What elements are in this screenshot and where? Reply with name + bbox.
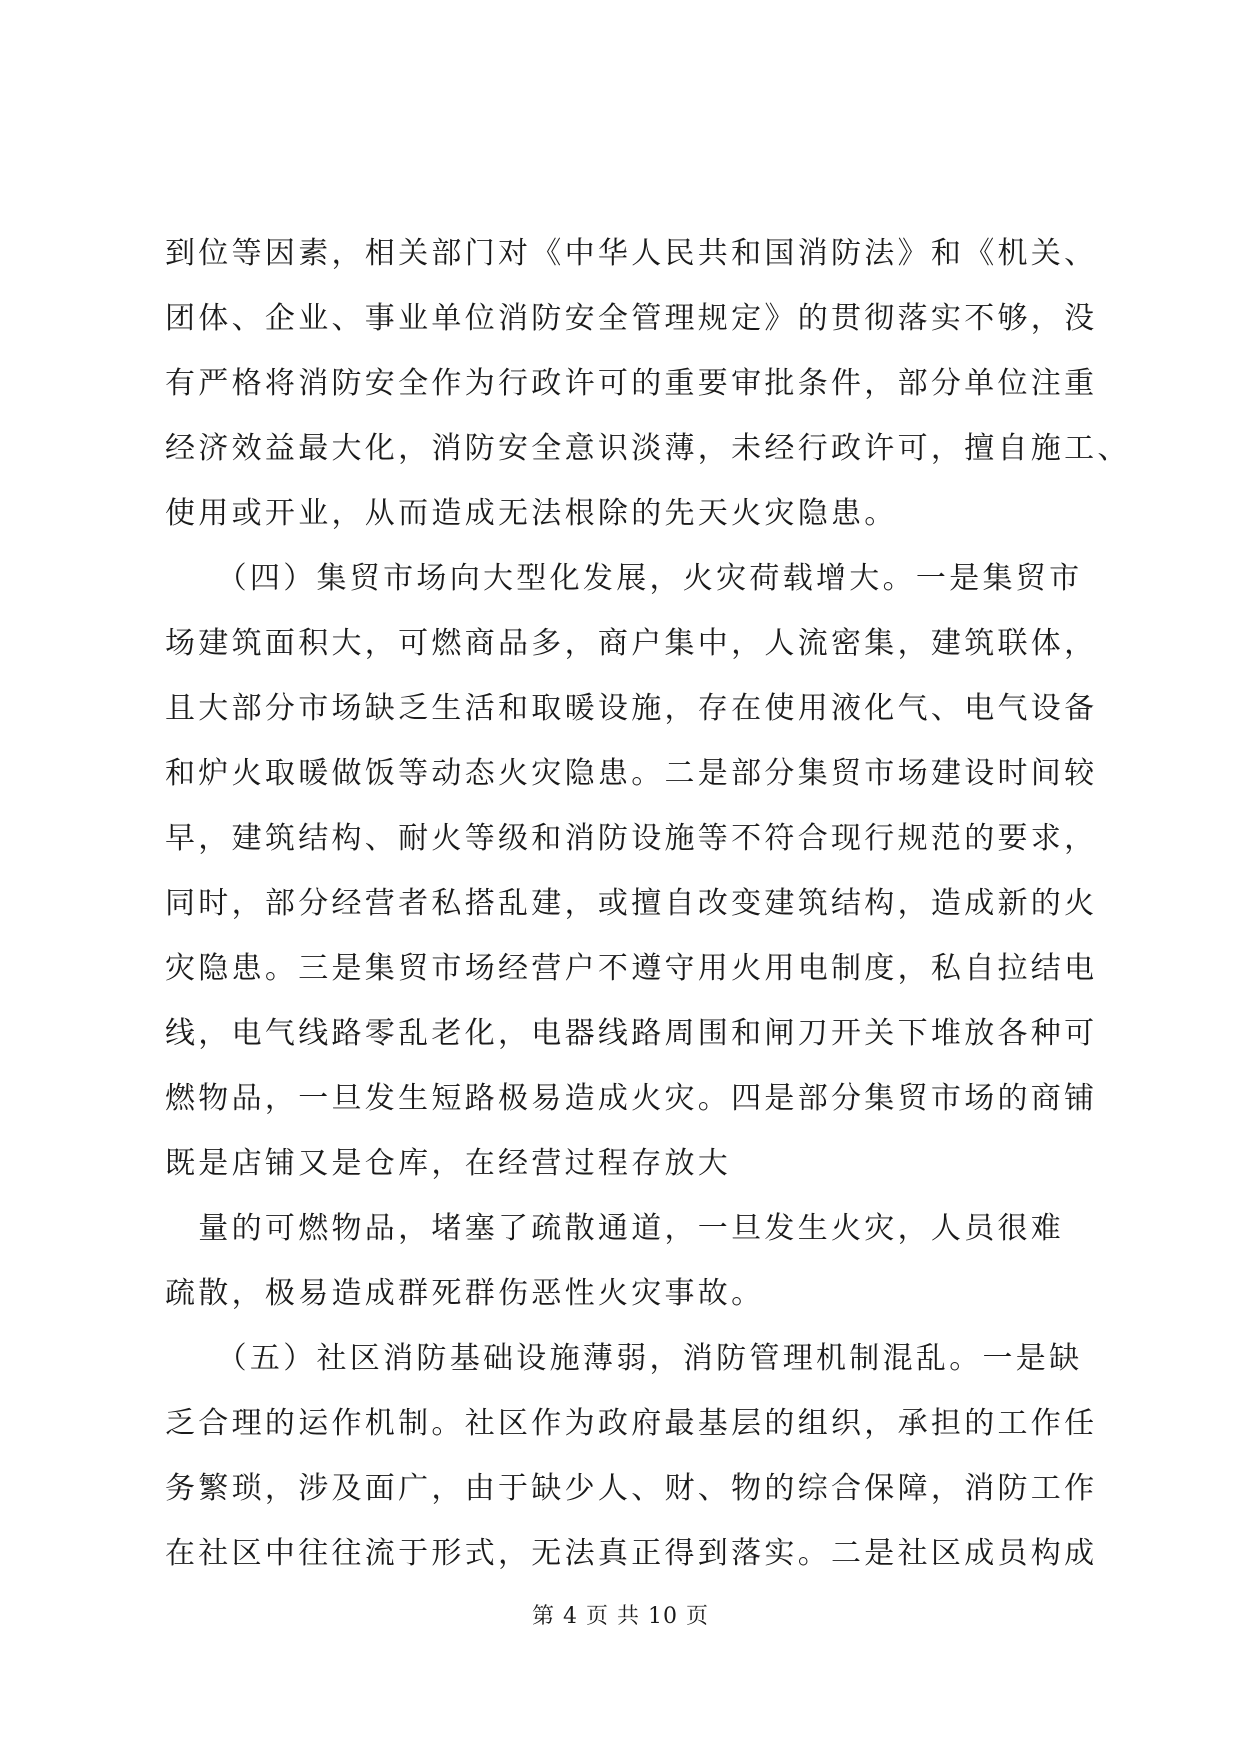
text-line: 场建筑面积大，可燃商品多，商户集中，人流密集，建筑联体， — [165, 626, 1098, 661]
text-line: 灾隐患。三是集贸市场经营户不遵守用火用电制度，私自拉结电 — [165, 951, 1098, 986]
text-line: （五）社区消防基础设施薄弱，消防管理机制混乱。一是缺 — [165, 1341, 1083, 1376]
text-line: 在社区中往往流于形式，无法真正得到落实。二是社区成员构成 — [165, 1536, 1098, 1571]
text-line: 疏散，极易造成群死群伤恶性火灾事故。 — [165, 1276, 765, 1311]
text-line: 团体、企业、事业单位消防安全管理规定》的贯彻落实不够，没 — [165, 301, 1098, 336]
text-line: 务繁琐，涉及面广，由于缺少人、财、物的综合保障，消防工作 — [165, 1471, 1098, 1506]
document-body — [165, 232, 1131, 1597]
text-line: 有严格将消防安全作为行政许可的重要审批条件，部分单位注重 — [165, 366, 1098, 401]
text-line: 燃物品，一旦发生短路极易造成火灾。四是部分集贸市场的商铺 — [165, 1081, 1098, 1116]
text-line: 乏合理的运作机制。社区作为政府最基层的组织，承担的工作任 — [165, 1406, 1098, 1441]
text-line: 且大部分市场缺乏生活和取暖设施，存在使用液化气、电气设备 — [165, 691, 1098, 726]
text-line: 量的可燃物品，堵塞了疏散通道，一旦发生火灾，人员很难 — [165, 1211, 1065, 1246]
text-line: 既是店铺又是仓库，在经营过程存放大 — [165, 1146, 732, 1181]
text-line: 和炉火取暖做饭等动态火灾隐患。二是部分集贸市场建设时间较 — [165, 756, 1098, 791]
text-line: 同时，部分经营者私搭乱建，或擅自改变建筑结构，造成新的火 — [165, 886, 1098, 921]
text-line: 线，电气线路零乱老化，电器线路周围和闸刀开关下堆放各种可 — [165, 1016, 1098, 1051]
page-footer: 第 4 页 共 10 页 — [532, 1604, 709, 1629]
text-line: 经济效益最大化，消防安全意识淡薄，未经行政许可，擅自施工、 — [165, 431, 1131, 466]
text-line: （四）集贸市场向大型化发展，火灾荷载增大。一是集贸市 — [165, 561, 1083, 596]
text-line: 早，建筑结构、耐火等级和消防设施等不符合现行规范的要求， — [165, 821, 1098, 856]
text-line: 使用或开业，从而造成无法根除的先天火灾隐患。 — [165, 496, 898, 531]
text-line: 到位等因素，相关部门对《中华人民共和国消防法》和《机关、 — [165, 236, 1098, 271]
